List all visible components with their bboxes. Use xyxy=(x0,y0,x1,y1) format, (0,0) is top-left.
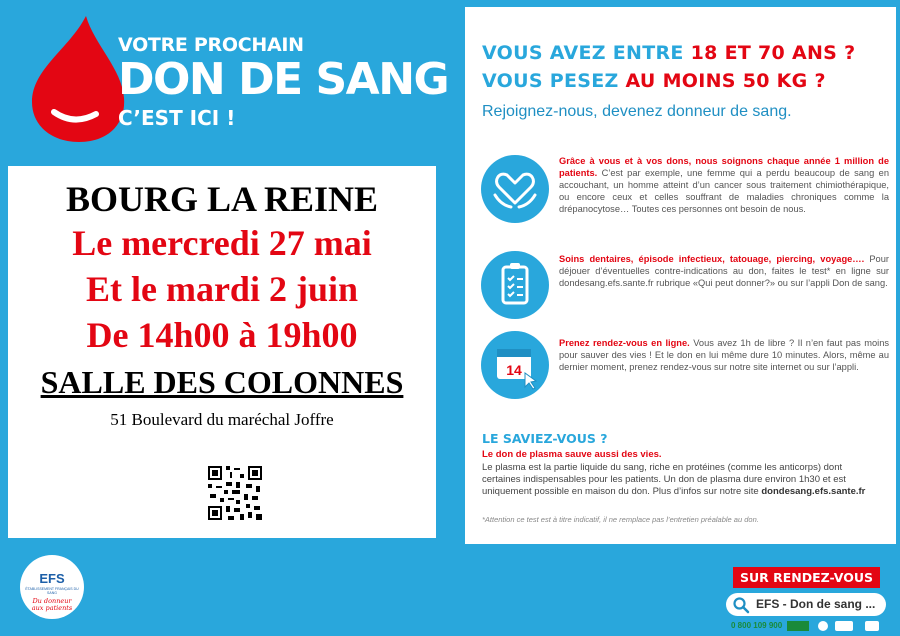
search-bar[interactable] xyxy=(726,593,886,616)
heart-hands-icon xyxy=(481,155,549,223)
calendar-click-icon xyxy=(481,331,549,399)
event-date-2: Et le mardi 2 juin xyxy=(85,269,358,309)
hero-title xyxy=(118,36,448,128)
info-item-text: Prenez rendez-vous en ligne. Vous avez 1h de libre ? Il n’en faut pas moins pour sauver des vies ! Et le don en lui même dure 10 minutes. Alors, même au dernier moment, prenez rendez-vous sur notre site internet ou sur l’appli. xyxy=(559,338,890,372)
calendar-day: 14 xyxy=(506,362,522,378)
search-text: EFS - Don de sang ... xyxy=(756,597,876,611)
app-store-badges-icon xyxy=(787,620,882,632)
question-weight-highlight: AU MOINS 50 KG ? xyxy=(625,70,826,92)
efs-tagline: Du donneur aux patients xyxy=(31,597,73,612)
join-tagline: Rejoignez-nous, devenez donneur de sang. xyxy=(482,103,792,120)
efs-logo xyxy=(20,555,84,619)
event-card xyxy=(8,166,436,538)
info-item-text: Soins dentaires, épisode infectieux, tatouage, piercing, voyage…. Pour déjouer d’éventuelles contre-indications au don, faites le test* en ligne sur dondesang.efs.sante.fr rubrique «Qui peut donner?» ou sur l’appli Don de sang. xyxy=(559,254,889,288)
eligibility-questions xyxy=(482,39,855,95)
hero-line-1: VOTRE PROCHAIN xyxy=(118,34,304,56)
event-hours: De 14h00 à 19h00 xyxy=(86,315,358,355)
efs-abbr: EFS xyxy=(39,571,65,586)
event-town: BOURG LA REINE xyxy=(65,179,379,219)
did-you-know xyxy=(482,431,882,498)
question-age-prefix: VOUS AVEZ ENTRE xyxy=(482,42,691,64)
did-you-know-title: LE SAVIEZ-VOUS ? xyxy=(482,431,608,446)
did-you-know-subtitle: Le don de plasma sauve aussi des vies. xyxy=(482,449,662,460)
question-age-highlight: 18 ET 70 ANS ? xyxy=(690,42,856,64)
phone-number: 0 800 109 900 xyxy=(731,621,783,630)
hero-line-3: C’EST ICI ! xyxy=(118,106,236,130)
hero-line-2: DON DE SANG xyxy=(118,54,449,105)
did-you-know-text: Le plasma est la partie liquide du sang, riche en protéines (comme les anticorps) dont certaines indispensables pour les patients. Un don de plasma dure environ 1h30 et est uniquement possible en maison du don. Plus d’infos sur notre site dondesang.efs.sante.fr xyxy=(482,462,866,497)
search-icon xyxy=(732,596,750,614)
info-panel xyxy=(465,7,896,544)
question-weight-prefix: VOUS PESEZ xyxy=(482,70,626,92)
event-address: 51 Boulevard du maréchal Joffre xyxy=(110,410,334,429)
website-link[interactable]: dondesang.efs.sante.fr xyxy=(761,486,866,497)
appointment-badge: SUR RENDEZ-VOUS xyxy=(733,567,880,588)
qr-code-icon[interactable] xyxy=(206,464,264,522)
efs-full-name: ÉTABLISSEMENT FRANÇAIS DU SANG xyxy=(25,587,79,595)
clipboard-checklist-icon xyxy=(481,251,549,319)
info-item-text: Grâce à vous et à vos dons, nous soignons chaque année 1 million de patients. C’est par exemple, une femme qui a perdu beaucoup de sang en accouchant, un homme atteint d’un cancer sous traitement chimiothérapique, ou encore ceux et celles souffrant de maladies chroniques comme la drépanocytose… Toutes ces personnes ont besoin de nous. xyxy=(559,156,889,214)
event-date-1: Le mercredi 27 mai xyxy=(72,223,372,263)
event-venue: SALLE DES COLONNES xyxy=(40,364,404,400)
disclaimer-note: *Attention ce test est à titre indicatif, il ne remplace pas l’entretien préalable au don. xyxy=(482,515,759,524)
